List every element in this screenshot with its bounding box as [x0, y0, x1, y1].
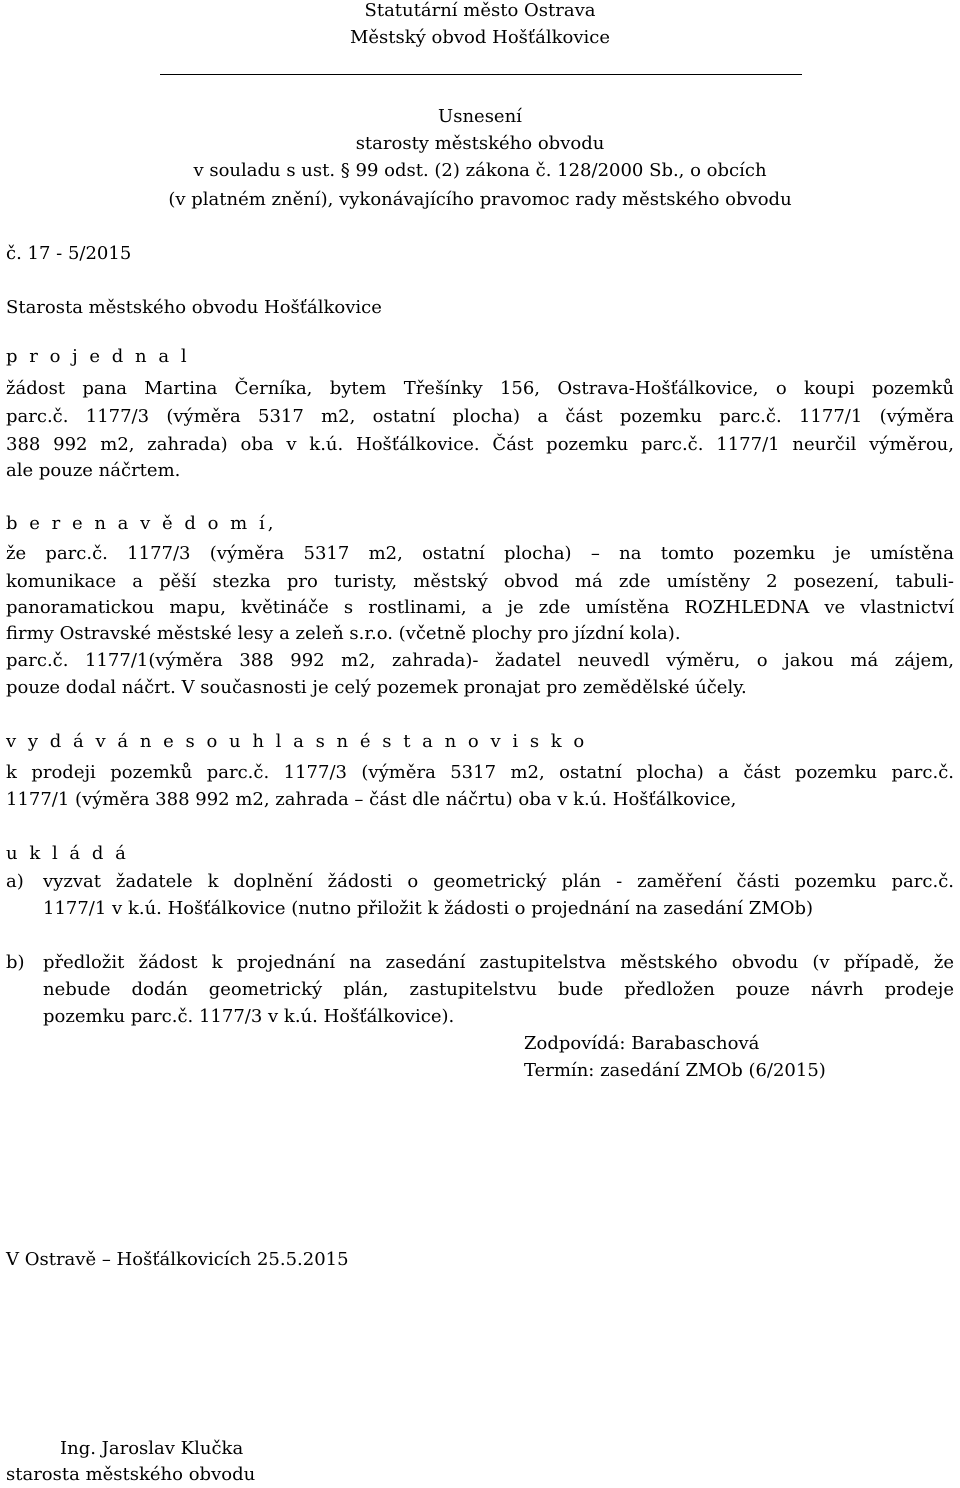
order-a-marker: a) [6, 871, 24, 892]
responsible: Zodpovídá: Barabaschová [524, 1033, 760, 1054]
order-a-line: vyzvat žadatele k doplnění žádosti o geometrický plán - zaměření části pozemku parc.č. [43, 871, 954, 892]
noted-line: panoramatickou mapu, květináče s rostlinami, a je zde umístěna ROZHLEDNA ve vlastnictví [6, 597, 954, 618]
heading-discussed: p r o j e d n a l [6, 346, 190, 367]
order-a-line: 1177/1 v k.ú. Hošťálkovice (nutno přiložit k žádosti o projednání na zasedání ZMOb) [43, 898, 814, 919]
signatory-name: Ing. Jaroslav Klučka [60, 1438, 244, 1459]
header-rule [160, 74, 802, 75]
noted-line: parc.č. 1177/1(výměra 388 992 m2, zahrada)- žadatel neuvedl výměru, o jakou má zájem, [6, 650, 954, 671]
signatory-role: starosta městského obvodu [6, 1464, 256, 1485]
resolution-title: Usnesení [438, 106, 522, 127]
header-district: Městský obvod Hošťálkovice [349, 27, 611, 48]
issues-line: k prodeji pozemků parc.č. 1177/3 (výměra 5317 m2, ostatní plocha) a část pozemku parc.č. [6, 762, 954, 783]
resolution-number: č. 17 - 5/2015 [6, 243, 132, 264]
discussed-line: 388 992 m2, zahrada) oba v k.ú. Hošťálkovice. Část pozemku parc.č. 1177/1 neurčil výměrou, [6, 434, 954, 455]
resolution-issuer: starosty městského obvodu [355, 133, 605, 154]
order-b-line: předložit žádost k projednání na zasedání zastupitelstva městského obvodu (v případě, že [43, 952, 954, 973]
noted-line: že parc.č. 1177/3 (výměra 5317 m2, ostatní plocha) – na tomto pozemku je umístěna [6, 543, 954, 564]
noted-line: komunikace a pěší stezka pro turisty, městský obvod má zde umístěny 2 posezení, tabuli- [6, 571, 954, 592]
resolution-law-ref: v souladu s ust. § 99 odst. (2) zákona č. 128/2000 Sb., o obcích [193, 160, 767, 181]
discussed-line: parc.č. 1177/3 (výměra 5317 m2, ostatní plocha) a část pozemku parc.č. 1177/1 (výměra [6, 406, 954, 427]
issues-line: 1177/1 (výměra 388 992 m2, zahrada – část dle náčrtu) oba v k.ú. Hošťálkovice, [6, 789, 737, 810]
heading-issues: v y d á v á n e s o u h l a s n é s t a n o v i s k o [6, 731, 588, 752]
order-b-line: pozemku parc.č. 1177/3 v k.ú. Hošťálkovice). [43, 1006, 455, 1027]
heading-orders: u k l á d á [6, 843, 129, 864]
heading-noted: b e r e n a v ě d o m í, [6, 513, 277, 534]
actor: Starosta městského obvodu Hošťálkovice [6, 297, 382, 318]
order-b-marker: b) [6, 952, 25, 973]
place-date: V Ostravě – Hošťálkovicích 25.5.2015 [6, 1249, 349, 1270]
resolution-law-ref-2: (v platném znění), vykonávajícího pravomoc rady městského obvodu [168, 189, 792, 210]
discussed-line: žádost pana Martina Černíka, bytem Třešínky 156, Ostrava-Hošťálkovice, o koupi pozemků [6, 378, 954, 399]
deadline: Termín: zasedání ZMOb (6/2015) [524, 1060, 826, 1081]
header-city: Statutární město Ostrava [364, 0, 596, 21]
noted-line: firmy Ostravské městské lesy a zeleň s.r.o. (včetně plochy pro jízdní kola). [6, 623, 681, 644]
order-b-line: nebude dodán geometrický plán, zastupitelstvu bude předložen pouze návrh prodeje [43, 979, 954, 1000]
noted-line: pouze dodal náčrt. V současnosti je celý pozemek pronajat pro zemědělské účely. [6, 677, 747, 698]
discussed-line: ale pouze náčrtem. [6, 460, 181, 481]
